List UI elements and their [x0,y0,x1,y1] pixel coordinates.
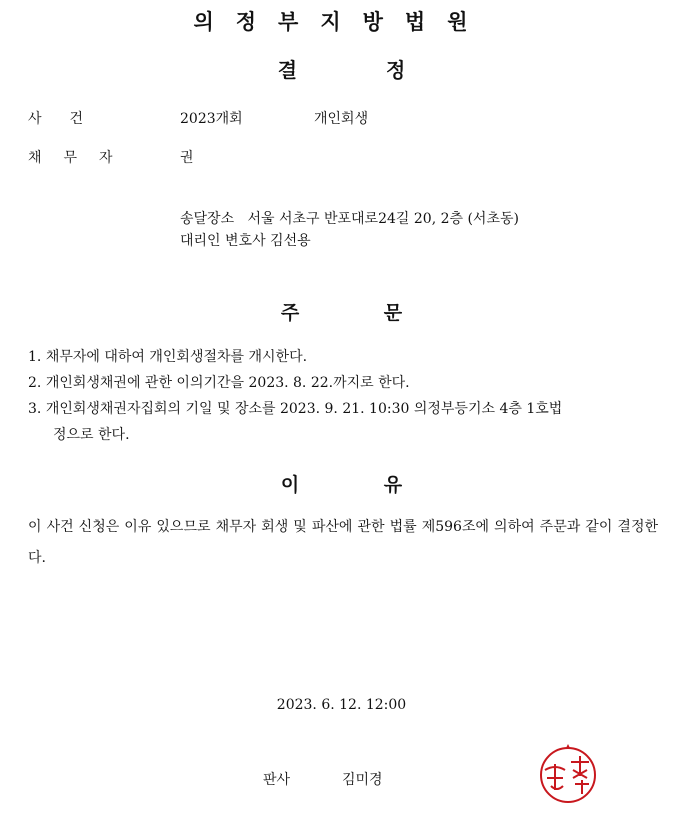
debtor-label: 채무자 [28,150,135,166]
case-number: 2023개회 [180,111,243,127]
order-item-2 [28,372,410,392]
order-number: 1. [28,349,42,365]
decision-date: 2023. 6. 12. 12:00 [276,697,407,713]
judge-name: 김미경 [342,772,383,788]
order-number: 3. [28,401,42,417]
reason-heading: 이 유 [280,474,403,496]
order-text: 채무자에 대하여 개인회생절차를 개시한다. [45,349,308,365]
order-item-3-continuation: 정으로 한다. [53,427,130,443]
service-address-line [180,208,519,228]
order-item-1 [28,346,307,366]
order-number: 2. [28,375,42,391]
order-text: 개인회생채권에 관한 이의기간을 2023. 8. 22.까지로 한다. [45,375,410,391]
court-seal-icon [537,740,599,810]
service-label: 송달장소 [180,211,235,227]
service-address: 서울 서초구 반포대로24길 20, 2층 (서초동) [247,211,519,227]
case-name: 개인회생 [314,111,369,127]
judge-title: 판사 [263,772,291,788]
reason-text: 이 사건 신청은 이유 있으므로 채무자 회생 및 파산에 관한 법률 제596조에 의하여 주문과 같이 결정한다. [28,519,658,566]
order-item-3 [28,398,562,418]
agent-line: 대리인 변호사 김선용 [180,233,311,249]
order-text: 개인회생채권자집회의 기일 및 장소를 2023. 9. 21. 10:30 의정부등기소 4층 1호법 [45,401,563,417]
order-heading: 주 문 [280,302,403,324]
court-name: 의정부지방법원 [193,10,490,34]
document-title: 결 정 [277,58,406,82]
debtor-name: 권 [180,150,194,166]
case-label: 사건 [28,111,112,127]
